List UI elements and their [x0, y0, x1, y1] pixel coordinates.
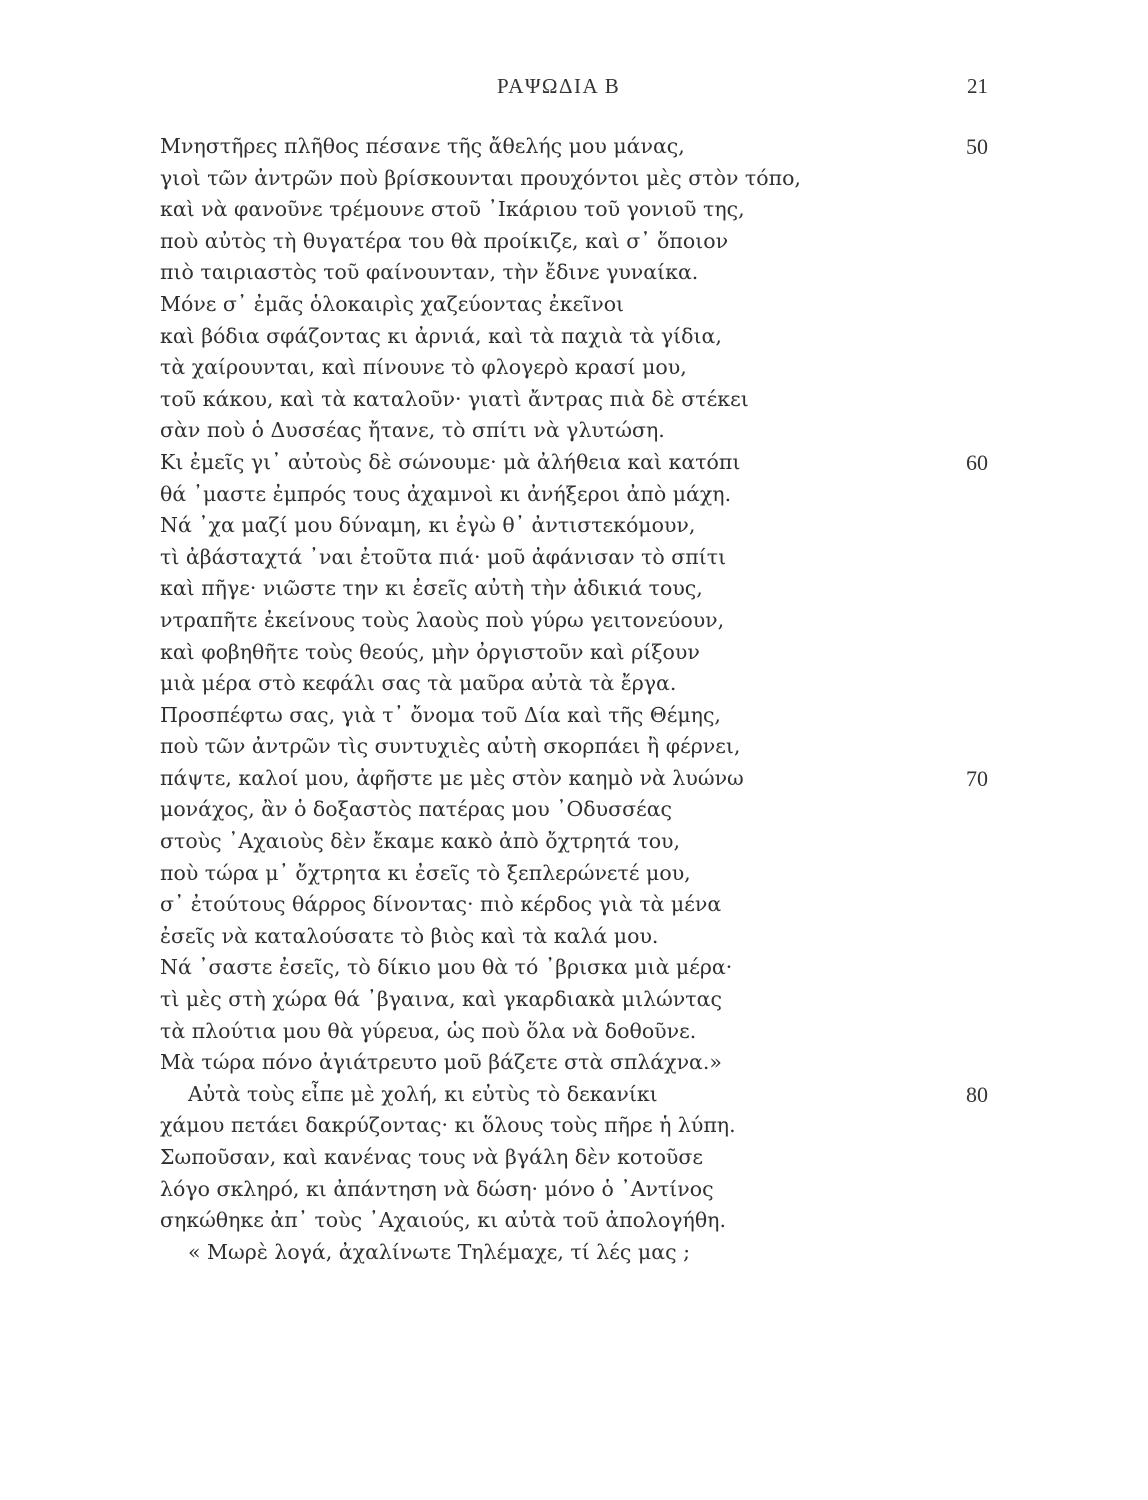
verse-text: καὶ φοβηθῆτε τοὺς θεούς, μὴν ὀργιστοῦν καὶ ρίξουν [160, 639, 700, 664]
verse-line [160, 826, 990, 858]
verse-text: ἐσεῖς νὰ καταλούσατε τὸ βιὸς καὶ τὰ καλά μου. [160, 923, 659, 948]
verse-line [160, 1016, 990, 1048]
line-number: 80 [966, 1081, 988, 1107]
poem-text [160, 131, 990, 1268]
verse-text: σὰν ποὺ ὁ Δυσσέας ἤτανε, τὸ σπίτι νὰ γλυτώση. [160, 418, 665, 443]
verse-text: θά ᾿μαστε ἐμπρός τους ἀχαμνοὶ κι ἀνήξεροι ἀπὸ μάχη. [160, 481, 732, 506]
verse-line [160, 700, 990, 732]
verse-line [160, 952, 990, 984]
verse-line [160, 731, 990, 763]
verse-text: Αὐτὰ τοὺς εἶπε μὲ χολή, κι εὐτὺς τὸ δεκανίκι [188, 1081, 658, 1106]
verse-text: πάψτε, καλοί μου, ἀφῆστε με μὲς στὸν καημὸ νὰ λυώνω [160, 765, 744, 790]
verse-text: ποὺ αὐτὸς τὴ θυγατέρα του θὰ προίκιζε, καὶ σ᾿ ὅποιον [160, 228, 729, 253]
page-number: 21 [967, 74, 988, 98]
verse-line [160, 194, 990, 226]
verse-line [160, 889, 990, 921]
verse-text: καὶ βόδια σφάζοντας κι ἀρνιά, καὶ τὰ παχιὰ τὰ γίδια, [160, 323, 722, 348]
verse-text: καὶ νὰ φανοῦνε τρέμουνε στοῦ ᾿Ικάριου τοῦ γονιοῦ της, [160, 197, 745, 222]
verse-text: καὶ πῆγε· νιῶστε την κι ἐσεῖς αὐτὴ τὴν ἀδικιά τους, [160, 576, 703, 601]
verse-text: μονάχος, ἂν ὁ δοξαστὸς πατέρας μου ᾿Οδυσσέας [160, 797, 673, 822]
verse-line [160, 1079, 990, 1111]
verse-text: τὰ χαίρουνται, καὶ πίνουνε τὸ φλογερὸ κρασί μου, [160, 355, 687, 380]
verse-line [160, 226, 990, 258]
verse-line [160, 1142, 990, 1174]
verse-line [160, 984, 990, 1016]
verse-text: Μόνε σ᾿ ἐμᾶς ὁλοκαιρὶς χαζεύοντας ἐκεῖνοι [160, 291, 625, 316]
verse-line [160, 321, 990, 353]
verse-text: σ᾿ ἐτούτους θάρρος δίνοντας· πιὸ κέρδος γιὰ τὰ μένα [160, 892, 722, 917]
verse-text: Προσπέφτω σας, γιὰ τ᾿ ὄνομα τοῦ Δία καὶ τῆς Θέμης, [160, 702, 721, 727]
verse-line [160, 1047, 990, 1079]
verse-line [160, 257, 990, 289]
verse-line [160, 510, 990, 542]
verse-text: Σωποῦσαν, καὶ κανένας τους νὰ βγάλη δὲν κοτοῦσε [160, 1145, 704, 1169]
verse-line [160, 763, 990, 795]
line-number: 60 [966, 449, 988, 475]
verse-text: γιοὶ τῶν ἀντρῶν ποὺ βρίσκουνται προυχόντοι μὲς στὸν τόπο, [160, 165, 801, 190]
verse-text: σηκώθηκε ἀπ᾿ τοὺς ᾿Αχαιούς, κι αὐτὰ τοῦ ἀπολογήθη. [160, 1208, 726, 1233]
verse-line [160, 289, 990, 321]
running-title: ΡΑΨΩΔΙΑ Β [497, 74, 621, 98]
verse-text: χάμου πετάει δακρύζοντας· κι ὅλους τοὺς πῆρε ἡ λύπη. [160, 1113, 736, 1138]
verse-line [160, 1110, 990, 1142]
line-number: 70 [966, 765, 988, 791]
verse-text: μιὰ μέρα στὸ κεφάλι σας τὰ μαῦρα αὐτὰ τὰ ἔργα. [160, 671, 677, 696]
verse-text: « Μωρὲ λογά, ἀχαλίνωτε Τηλέμαχε, τί λές μας ; [188, 1239, 690, 1264]
page-header [0, 74, 1148, 104]
verse-line [160, 858, 990, 890]
verse-text: τὶ ἀβάσταχτά ᾿ναι ἐτοῦτα πιά· μοῦ ἀφάνισαν τὸ σπίτι [160, 544, 727, 569]
verse-line [160, 921, 990, 953]
verse-text: Νά ᾿σαστε ἐσεῖς, τὸ δίκιο μου θὰ τό ᾿βρισκα μιὰ μέρα· [160, 955, 733, 980]
verse-line [160, 1205, 990, 1237]
verse-text: λόγο σκληρό, κι ἀπάντηση νὰ δώση· μόνο ὁ ᾿Αντίνος [160, 1176, 714, 1201]
verse-line [160, 163, 990, 195]
verse-line [160, 415, 990, 447]
verse-line [160, 1174, 990, 1206]
line-number: 50 [966, 134, 988, 159]
verse-text: τοῦ κάκου, καὶ τὰ καταλοῦν· γιατὶ ἄντρας πιὰ δὲ στέκει [160, 386, 749, 411]
verse-text: Μνηστῆρες πλῆθος πέσανε τῆς ἄθελής μου μάνας, [160, 134, 685, 158]
verse-line [160, 131, 990, 163]
verse-text: Μὰ τώρα πόνο ἀγιάτρευτο μοῦ βάζετε στὰ σπλάχνα.» [160, 1050, 722, 1075]
verse-line [160, 384, 990, 416]
verse-line [160, 479, 990, 511]
verse-line [160, 573, 990, 605]
verse-line [160, 637, 990, 669]
verse-text: τὶ μὲς στὴ χώρα θά ᾿βγαινα, καὶ γκαρδιακὰ μιλώντας [160, 987, 722, 1012]
verse-text: ντραπῆτε ἐκείνους τοὺς λαοὺς ποὺ γύρω γειτονεύουν, [160, 607, 725, 632]
verse-line [160, 668, 990, 700]
verse-text: τὰ πλούτια μου θὰ γύρευα, ὡς ποὺ ὅλα νὰ δοθοῦνε. [160, 1018, 697, 1043]
verse-line [160, 1237, 990, 1269]
verse-text: στοὺς ᾿Αχαιοὺς δὲν ἔκαμε κακὸ ἀπὸ ὄχτρητά του, [160, 829, 681, 854]
verse-text: πιὸ ταιριαστὸς τοῦ φαίνουνταν, τὴν ἔδινε γυναίκα. [160, 260, 699, 285]
verse-line [160, 794, 990, 826]
verse-line [160, 605, 990, 637]
verse-text: ποὺ τώρα μ᾿ ὄχτρητα κι ἐσεῖς τὸ ξεπλερώνετέ μου, [160, 860, 691, 885]
verse-line [160, 447, 990, 479]
verse-text: Νά ᾿χα μαζί μου δύναμη, κι ἐγὼ θ᾿ ἀντιστεκόμουν, [160, 513, 696, 538]
verse-line [160, 352, 990, 384]
verse-text: ποὺ τῶν ἀντρῶν τὶς συντυχιὲς αὐτὴ σκορπάει ἢ φέρνει, [160, 734, 741, 759]
verse-line [160, 542, 990, 574]
verse-text: Κι ἐμεῖς γι᾿ αὐτοὺς δὲ σώνουμε· μὰ ἀλήθεια καὶ κατόπι [160, 449, 741, 474]
